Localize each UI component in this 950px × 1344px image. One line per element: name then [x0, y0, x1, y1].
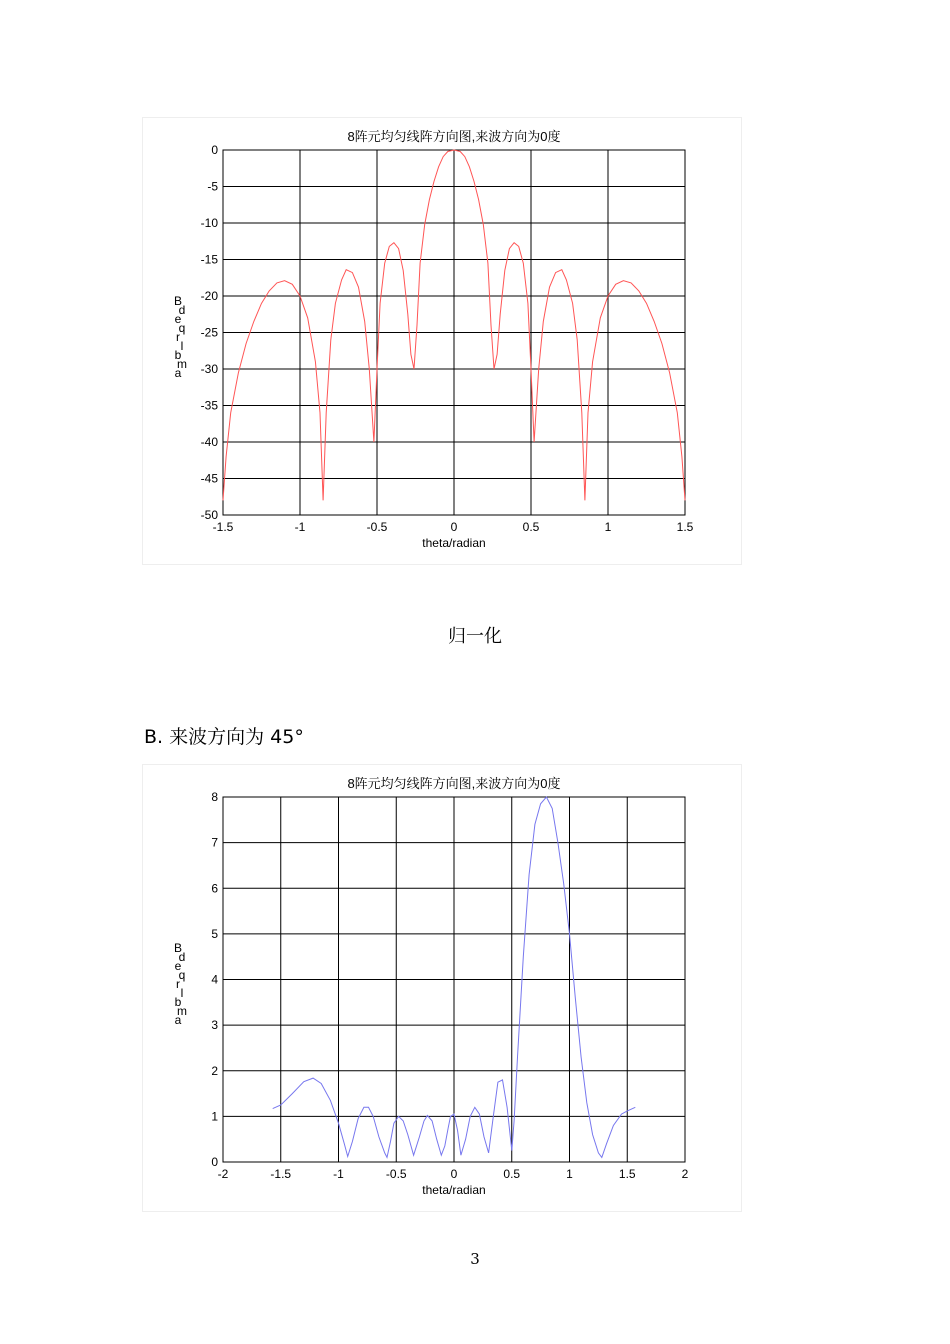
y-tick-label: 0: [211, 1155, 218, 1169]
y-axis-label: B d e q rl b m a: [173, 294, 187, 380]
page-number: 3: [470, 1250, 480, 1268]
y-tick-label: 3: [211, 1018, 218, 1033]
y-tick-label: -25: [200, 325, 218, 340]
x-tick-label: -0.5: [385, 1167, 407, 1181]
x-tick-label: -1.5: [270, 1167, 292, 1181]
y-tick-label: 4: [211, 972, 218, 987]
y-tick-label: 5: [211, 926, 218, 941]
x-tick-label: 0: [450, 520, 458, 534]
x-tick-label: 1.5: [676, 520, 694, 534]
x-tick-label: 2: [681, 1167, 689, 1181]
chart-svg: [143, 765, 741, 1211]
y-axis-label: B d e q rl b m a: [173, 941, 187, 1027]
x-tick-label: 1: [566, 1167, 573, 1181]
x-tick-label: -2: [217, 1167, 229, 1181]
y-tick-label: -35: [200, 398, 218, 413]
x-tick-label: 1.5: [618, 1167, 636, 1181]
x-tick-label: -1: [333, 1167, 344, 1181]
y-tick-label: -45: [200, 471, 218, 486]
y-tick-label: -10: [200, 216, 218, 230]
x-tick-label: 0.5: [503, 1167, 521, 1181]
y-tick-label: 1: [211, 1109, 218, 1124]
chart-title: 8阵元均匀线阵方向图,来波方向为0度: [347, 129, 561, 144]
y-tick-label: -30: [200, 362, 218, 376]
x-tick-label: 0: [450, 1167, 458, 1181]
pattern-chart-45-degree: [142, 764, 742, 1212]
x-axis-label: theta/radian: [422, 536, 486, 550]
figure-caption: 归一化: [448, 626, 502, 647]
y-tick-label: -15: [200, 252, 218, 267]
x-tick-label: 0.5: [522, 520, 540, 534]
y-tick-label: -5: [207, 179, 218, 194]
y-tick-label: -50: [200, 508, 218, 522]
x-tick-label: -1: [294, 520, 306, 534]
y-tick-label: -40: [200, 435, 218, 449]
pattern-chart-normalized: [142, 117, 742, 565]
x-axis-label: theta/radian: [422, 1183, 486, 1197]
y-tick-label: 2: [211, 1063, 218, 1078]
y-tick-label: 0: [211, 143, 218, 157]
x-tick-label: -1.5: [212, 520, 234, 534]
y-tick-label: -20: [200, 289, 218, 303]
x-tick-label: -0.5: [366, 520, 388, 534]
section-heading: B. 来波方向为 45°: [144, 726, 304, 748]
chart-svg: [143, 118, 741, 564]
chart-title: 8阵元均匀线阵方向图,来波方向为0度: [347, 776, 561, 791]
y-tick-label: 7: [211, 835, 218, 850]
y-tick-label: 8: [211, 790, 218, 804]
x-tick-label: 1: [604, 520, 612, 534]
y-tick-label: 6: [211, 881, 218, 896]
